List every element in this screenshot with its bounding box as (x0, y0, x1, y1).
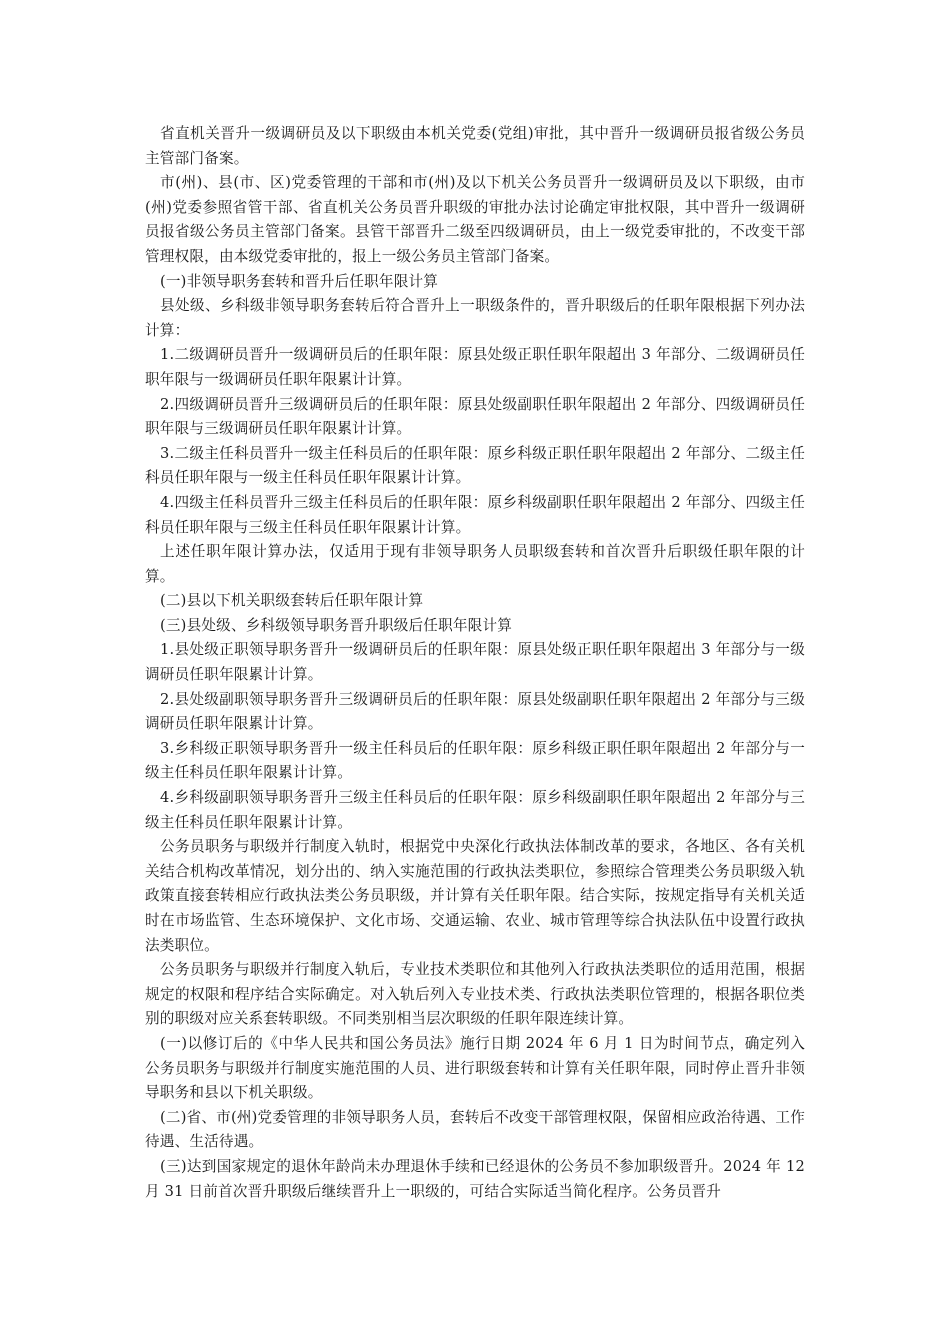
list-item-6: 2.县处级副职领导职务晋升三级调研员后的任职年限：原县处级副职任职年限超出 2 年部分与三级调研员任职年限累计计算。 (145, 690, 805, 733)
paragraph-scope-note: 上述任职年限计算办法，仅适用于现有非领导职务人员职级套转和首次晋升后职级任职年限的计算。 (145, 543, 805, 585)
paragraph-retirement: (三)达到国家规定的退休年龄尚未办理退休手续和已经退休的公务员不参加职级晋升。2024 年 12 月 31 日前首次晋升职级后继续晋升上一职级的，可结合实际适当简化程序。公务员晋升 (145, 1157, 805, 1200)
document-body (145, 122, 805, 1204)
paragraph-intro: 县处级、乡科级非领导职务套转后符合晋升上一职级条件的，晋升职级后的任职年限根据下列办法计算： (145, 297, 805, 339)
paragraph-enforcement: 公务员职务与职级并行制度入轨时，根据党中央深化行政执法体制改革的要求，各地区、各有关机关结合机构改革情况，划分出的、纳入实施范围的行政执法类职位，参照综合管理类公务员职级入轨政策直接套转相应行政执法类公务员职级，并计算有关任职年限。结合实际，按规定指导有关机关适时在市场监管、生态环境保护、文化市场、交通运输、农业、城市管理等综合执法队伍中设置行政执法类职位。 (145, 838, 805, 954)
section-heading-1: (一)非领导职务套转和晋升后任职年限计算 (160, 272, 439, 290)
paragraph-approval-municipal: 市(州)、县(市、区)党委管理的干部和市(州)及以下机关公务员晋升一级调研员及以下职级，由市(州)党委参照省管干部、省直机关公务员晋升职级的审批办法讨论确定审批权限，其中晋升一级调研员报省级公务员主管部门备案。县管干部晋升二级至四级调研员，由上一级党委审批的，不改变干部管理权限，由本级党委审批的，报上一级公务员主管部门备案。 (145, 174, 805, 265)
list-item-8: 4.乡科级副职领导职务晋升三级主任科员后的任职年限：原乡科级副职任职年限超出 2 年部分与三级主任科员任职年限累计计算。 (145, 789, 805, 831)
paragraph-post-entry: 公务员职务与职级并行制度入轨后，专业技术类职位和其他列入行政执法类职位的适用范围，根据规定的权限和程序结合实际确定。对入轨后列入专业技术类、行政执法类职位管理的，根据各职位类别的职级对应关系套转职级。不同类别相当层次职级的任职年限连续计算。 (145, 961, 805, 1028)
section-heading-3: (三)县处级、乡科级领导职务晋升职级后任职年限计算 (160, 616, 513, 634)
paragraph-approval-provincial: 省直机关晋升一级调研员及以下职级由本机关党委(党组)审批，其中晋升一级调研员报省级公务员主管部门备案。 (145, 125, 805, 167)
paragraph-benefits: (二)省、市(州)党委管理的非领导职务人员，套转后不改变干部管理权限，保留相应政治待遇、工作待遇、生活待遇。 (145, 1108, 805, 1151)
list-item-3: 3.二级主任科员晋升一级主任科员后的任职年限：原乡科级正职任职年限超出 2 年部分、二级主任科员任职年限与一级主任科员任职年限累计计算。 (145, 444, 805, 487)
section-heading-2: (二)县以下机关职级套转后任职年限计算 (160, 592, 424, 610)
list-item-4: 4.四级主任科员晋升三级主任科员后的任职年限：原乡科级副职任职年限超出 2 年部分、四级主任科员任职年限与三级主任科员任职年限累计计算。 (145, 493, 805, 536)
list-item-7: 3.乡科级正职领导职务晋升一级主任科员后的任职年限：原乡科级正职任职年限超出 2 年部分与一级主任科员任职年限累计计算。 (145, 739, 805, 782)
list-item-2: 2.四级调研员晋升三级调研员后的任职年限：原县处级副职任职年限超出 2 年部分、四级调研员任职年限与三级调研员任职年限累计计算。 (145, 395, 805, 438)
list-item-1: 1.二级调研员晋升一级调研员后的任职年限：原县处级正职任职年限超出 3 年部分、二级调研员任职年限与一级调研员任职年限累计计算。 (145, 346, 805, 388)
paragraph-time-node: (一)以修订后的《中华人民共和国公务员法》施行日期 2024 年 6 月 1 日为时间节点，确定列入公务员职务与职级并行制度实施范围的人员、进行职级套转和计算有关任职年限，同时停止晋升非领导职务和县以下机关职级。 (145, 1034, 805, 1102)
list-item-5: 1.县处级正职领导职务晋升一级调研员后的任职年限：原县处级正职任职年限超出 3 年部分与一级调研员任职年限累计计算。 (145, 641, 805, 684)
